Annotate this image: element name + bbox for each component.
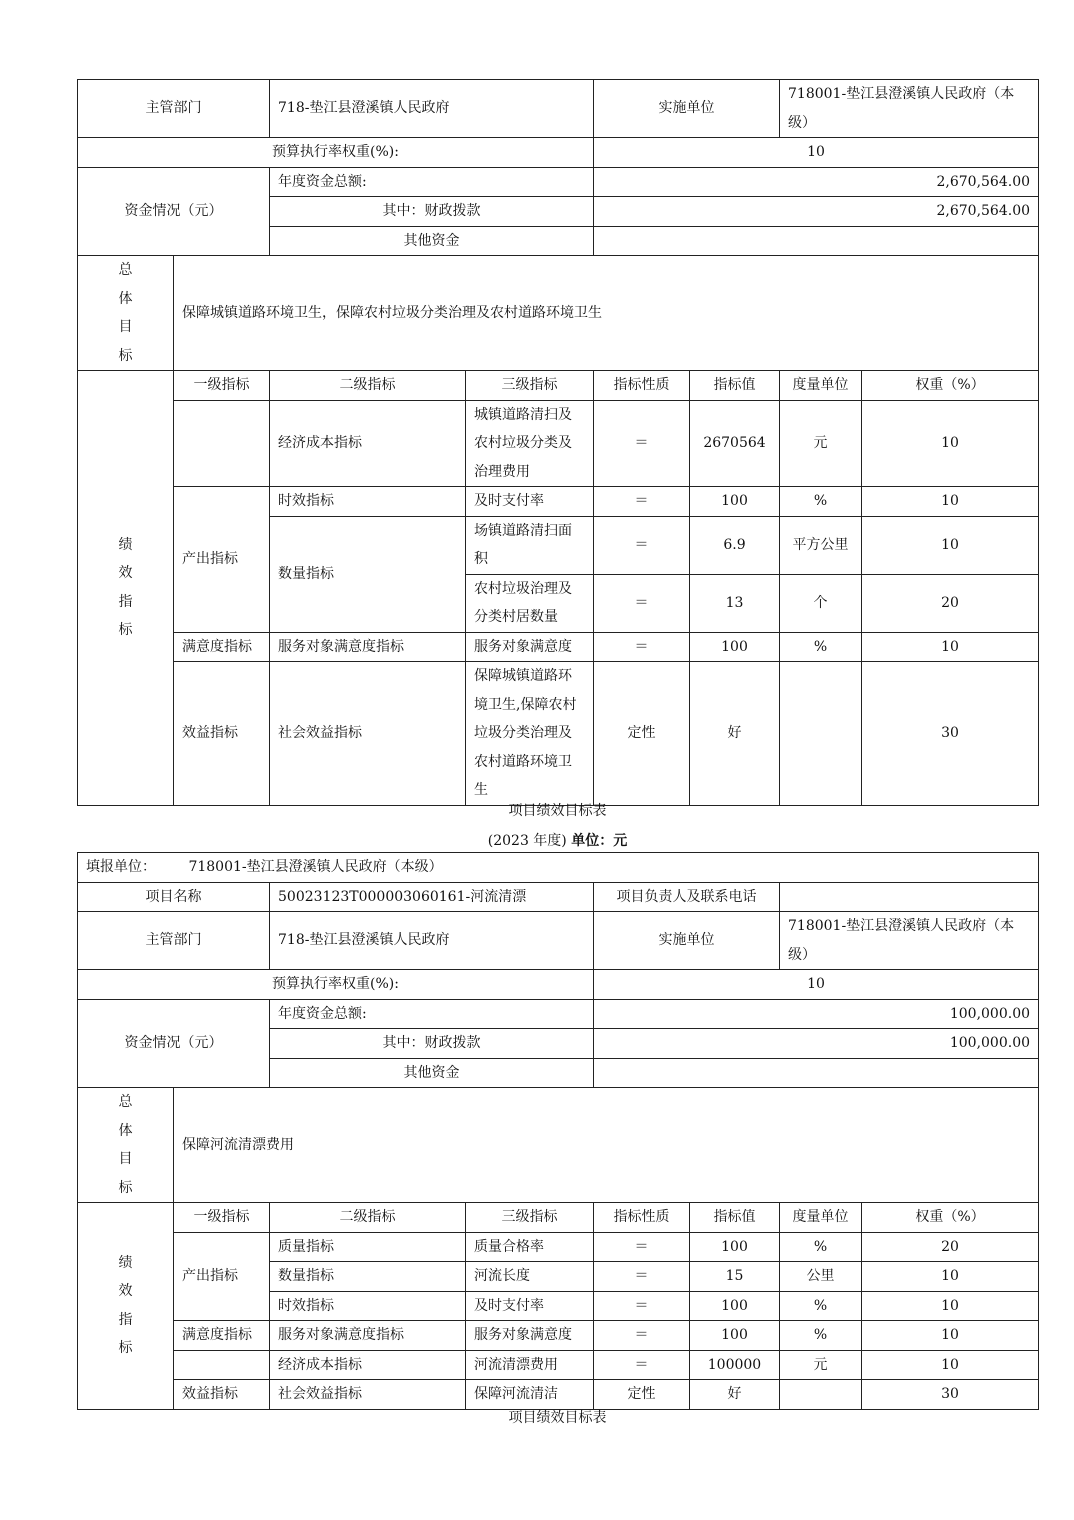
cell-weight: 10 bbox=[862, 632, 1039, 662]
fiscal-label: 其中：财政拨款 bbox=[270, 197, 594, 227]
cell-value: 6.9 bbox=[690, 516, 780, 574]
cell-l1: 效益指标 bbox=[174, 1380, 270, 1410]
header-l3: 三级指标 bbox=[466, 371, 594, 401]
cell-l3: 场镇道路清扫面积 bbox=[466, 516, 594, 574]
contact-value bbox=[780, 882, 1039, 912]
cell-value: 100 bbox=[690, 1321, 780, 1351]
year-line: (2023 年度) bbox=[487, 833, 567, 849]
cell-nature: ＝ bbox=[594, 632, 690, 662]
cell-unit: 公里 bbox=[780, 1262, 862, 1292]
cell-l2: 时效指标 bbox=[270, 487, 466, 517]
annual-value: 100,000.00 bbox=[594, 999, 1039, 1029]
other-label: 其他资金 bbox=[270, 226, 594, 256]
header-weight: 权重（%） bbox=[862, 1203, 1039, 1233]
cell-l2: 社会效益指标 bbox=[270, 662, 466, 806]
cell-weight: 20 bbox=[862, 1232, 1039, 1262]
budget-weight-label: 预算执行率权重(%): bbox=[78, 970, 594, 1000]
cell-unit: 平方公里 bbox=[780, 516, 862, 574]
header-value: 指标值 bbox=[690, 1203, 780, 1233]
filler-value: 718001-垫江县澄溪镇人民政府（本级） bbox=[188, 859, 443, 875]
caption-2: 项目绩效目标表 bbox=[508, 1410, 607, 1426]
goal-label: 总体目标 bbox=[78, 1088, 174, 1203]
dept-label: 主管部门 bbox=[78, 912, 270, 970]
proj-value: 50023123T000003060161-河流清漂 bbox=[270, 882, 594, 912]
dept-label: 主管部门 bbox=[78, 80, 270, 138]
performance-table-2 bbox=[77, 852, 1039, 1410]
unit-line: 单位：元 bbox=[571, 833, 628, 849]
annual-label: 年度资金总额: bbox=[270, 167, 594, 197]
cell-nature: 定性 bbox=[594, 1380, 690, 1410]
header-l1: 一级指标 bbox=[174, 371, 270, 401]
perf-label: 绩效指标 bbox=[78, 371, 174, 806]
cell-unit: % bbox=[780, 1291, 862, 1321]
cell-l3: 城镇道路清扫及农村垃圾分类及治理费用 bbox=[466, 400, 594, 487]
cell-l2: 经济成本指标 bbox=[270, 1350, 466, 1380]
cell-nature: ＝ bbox=[594, 1232, 690, 1262]
cell-weight: 10 bbox=[862, 516, 1039, 574]
impl-label: 实施单位 bbox=[594, 912, 780, 970]
cell-nature: ＝ bbox=[594, 1262, 690, 1292]
header-nature: 指标性质 bbox=[594, 1203, 690, 1233]
cell-l3: 保障河流清洁 bbox=[466, 1380, 594, 1410]
dept-value: 718-垫江县澄溪镇人民政府 bbox=[270, 80, 594, 138]
cell-unit bbox=[780, 662, 862, 806]
budget-weight-value: 10 bbox=[594, 138, 1039, 168]
header-l2: 二级指标 bbox=[270, 1203, 466, 1233]
cell-weight: 20 bbox=[862, 574, 1039, 632]
other-label: 其他资金 bbox=[270, 1058, 594, 1088]
cell-value: 100 bbox=[690, 1232, 780, 1262]
cell-l3: 及时支付率 bbox=[466, 487, 594, 517]
cell-weight: 10 bbox=[862, 400, 1039, 487]
cell-l3: 服务对象满意度 bbox=[466, 632, 594, 662]
cell-value: 100 bbox=[690, 632, 780, 662]
table-row bbox=[78, 400, 1039, 487]
header-l1: 一级指标 bbox=[174, 1203, 270, 1233]
cell-weight: 10 bbox=[862, 1321, 1039, 1351]
cell-l2: 服务对象满意度指标 bbox=[270, 1321, 466, 1351]
cell-unit: % bbox=[780, 632, 862, 662]
cell-l3: 农村垃圾治理及分类村居数量 bbox=[466, 574, 594, 632]
cell-l1: 产出指标 bbox=[174, 1232, 270, 1321]
goal-label: 总体目标 bbox=[78, 256, 174, 371]
header-l2: 二级指标 bbox=[270, 371, 466, 401]
cell-nature: ＝ bbox=[594, 574, 690, 632]
budget-weight-value: 10 bbox=[594, 970, 1039, 1000]
fund-label: 资金情况（元） bbox=[78, 167, 270, 256]
cell-unit: % bbox=[780, 1321, 862, 1351]
fund-label: 资金情况（元） bbox=[78, 999, 270, 1088]
cell-unit: 元 bbox=[780, 400, 862, 487]
cell-l3: 河流清漂费用 bbox=[466, 1350, 594, 1380]
cell-l1: 效益指标 bbox=[174, 662, 270, 806]
table-row bbox=[78, 662, 1039, 806]
cell-nature: ＝ bbox=[594, 1321, 690, 1351]
cell-l1 bbox=[174, 1350, 270, 1380]
cell-weight: 10 bbox=[862, 1291, 1039, 1321]
year-unit-line bbox=[77, 830, 1038, 850]
cell-value: 100 bbox=[690, 487, 780, 517]
cell-unit: 个 bbox=[780, 574, 862, 632]
table-row bbox=[78, 1321, 1039, 1351]
table-row bbox=[78, 1350, 1039, 1380]
cell-value: 2670564 bbox=[690, 400, 780, 487]
filler-row bbox=[78, 853, 1039, 883]
cell-nature: ＝ bbox=[594, 1350, 690, 1380]
cell-value: 100 bbox=[690, 1291, 780, 1321]
impl-label: 实施单位 bbox=[594, 80, 780, 138]
table-row bbox=[78, 1232, 1039, 1262]
cell-value: 好 bbox=[690, 1380, 780, 1410]
cell-l2: 质量指标 bbox=[270, 1232, 466, 1262]
other-value bbox=[594, 1058, 1039, 1088]
fiscal-value: 2,670,564.00 bbox=[594, 197, 1039, 227]
cell-value: 好 bbox=[690, 662, 780, 806]
filler-label: 填报单位： bbox=[86, 859, 156, 875]
dept-value: 718-垫江县澄溪镇人民政府 bbox=[270, 912, 594, 970]
cell-unit: 元 bbox=[780, 1350, 862, 1380]
cell-weight: 30 bbox=[862, 662, 1039, 806]
cell-l1: 满意度指标 bbox=[174, 632, 270, 662]
goal-text: 保障城镇道路环境卫生，保障农村垃圾分类治理及农村道路环境卫生 bbox=[174, 256, 1039, 371]
performance-table-1 bbox=[77, 79, 1039, 806]
cell-value: 15 bbox=[690, 1262, 780, 1292]
cell-nature: 定性 bbox=[594, 662, 690, 806]
cell-l2: 数量指标 bbox=[270, 516, 466, 632]
header-unit: 度量单位 bbox=[780, 371, 862, 401]
cell-l3: 及时支付率 bbox=[466, 1291, 594, 1321]
cell-weight: 10 bbox=[862, 1350, 1039, 1380]
header-l3: 三级指标 bbox=[466, 1203, 594, 1233]
fiscal-label: 其中：财政拨款 bbox=[270, 1029, 594, 1059]
cell-value: 13 bbox=[690, 574, 780, 632]
fiscal-value: 100,000.00 bbox=[594, 1029, 1039, 1059]
cell-l3: 质量合格率 bbox=[466, 1232, 594, 1262]
cell-l3: 服务对象满意度 bbox=[466, 1321, 594, 1351]
cell-l2: 服务对象满意度指标 bbox=[270, 632, 466, 662]
proj-label: 项目名称 bbox=[78, 882, 270, 912]
cell-weight: 10 bbox=[862, 1262, 1039, 1292]
header-weight: 权重（%） bbox=[862, 371, 1039, 401]
table-row bbox=[78, 487, 1039, 517]
table-row bbox=[78, 1380, 1039, 1410]
cell-l2: 经济成本指标 bbox=[270, 400, 466, 487]
cell-unit: % bbox=[780, 487, 862, 517]
impl-value: 718001-垫江县澄溪镇人民政府（本级） bbox=[780, 80, 1039, 138]
annual-label: 年度资金总额: bbox=[270, 999, 594, 1029]
cell-l1: 满意度指标 bbox=[174, 1321, 270, 1351]
annual-value: 2,670,564.00 bbox=[594, 167, 1039, 197]
cell-unit: % bbox=[780, 1232, 862, 1262]
table-row bbox=[78, 632, 1039, 662]
cell-nature: ＝ bbox=[594, 400, 690, 487]
cell-value: 100000 bbox=[690, 1350, 780, 1380]
cell-l3: 保障城镇道路环境卫生,保障农村垃圾分类治理及农村道路环境卫生 bbox=[466, 662, 594, 806]
cell-l3: 河流长度 bbox=[466, 1262, 594, 1292]
cell-l1 bbox=[174, 400, 270, 487]
header-unit: 度量单位 bbox=[780, 1203, 862, 1233]
cell-l1: 产出指标 bbox=[174, 487, 270, 633]
goal-text: 保障河流清漂费用 bbox=[174, 1088, 1039, 1203]
cell-l2: 数量指标 bbox=[270, 1262, 466, 1292]
cell-nature: ＝ bbox=[594, 1291, 690, 1321]
cell-nature: ＝ bbox=[594, 516, 690, 574]
cell-weight: 10 bbox=[862, 487, 1039, 517]
other-value bbox=[594, 226, 1039, 256]
cell-unit bbox=[780, 1380, 862, 1410]
caption-1: 项目绩效目标表 bbox=[508, 803, 607, 819]
cell-l2: 时效指标 bbox=[270, 1291, 466, 1321]
header-nature: 指标性质 bbox=[594, 371, 690, 401]
contact-label: 项目负责人及联系电话 bbox=[594, 882, 780, 912]
perf-label: 绩效指标 bbox=[78, 1203, 174, 1410]
cell-l2: 社会效益指标 bbox=[270, 1380, 466, 1410]
header-value: 指标值 bbox=[690, 371, 780, 401]
cell-nature: ＝ bbox=[594, 487, 690, 517]
budget-weight-label: 预算执行率权重(%): bbox=[78, 138, 594, 168]
impl-value: 718001-垫江县澄溪镇人民政府（本级） bbox=[780, 912, 1039, 970]
cell-weight: 30 bbox=[862, 1380, 1039, 1410]
